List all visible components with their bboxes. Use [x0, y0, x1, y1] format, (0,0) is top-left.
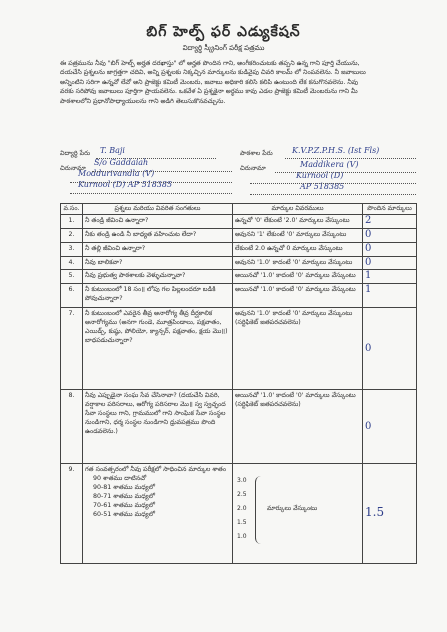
- address-label: చిరునామా: [60, 165, 86, 172]
- school-address-line-2: Kurnool (D): [296, 171, 344, 180]
- scale-item: 60-51 శాతము మధ్యలో: [93, 511, 156, 518]
- school-address-label: చిరునామా: [240, 165, 266, 172]
- scale-point: 1.5: [237, 519, 247, 526]
- row-marks: అయినచో '1.0' కాదంటే '0' మార్కులు వేస్కుంటు: [233, 284, 363, 308]
- row-score: 1: [365, 270, 372, 281]
- scale-item: 90-81 శాతము మధ్యలో: [93, 484, 156, 491]
- row-marks: ఉన్నచో '0' లేకుంటే '2.0' మార్కులు వేస్కుంటు: [233, 215, 363, 229]
- header-marks-detail: మార్కుల వివరములు: [233, 204, 363, 215]
- table-row: [61, 270, 417, 284]
- school-name-line: [285, 158, 416, 159]
- row-score-cell[interactable]: [363, 215, 417, 229]
- row-number: 1.: [61, 215, 83, 229]
- school-address-line: [250, 183, 416, 184]
- row-question: గత సంవత్సరంలో నీవు పరీక్షలో సాధించిన మార్కుల శాతం: [85, 466, 227, 473]
- row-marks: అవునని '1.0' కాదంటే '0' మార్కులు వేస్కుంటు: [233, 257, 363, 270]
- row-score: 2: [365, 215, 372, 226]
- row-score-cell[interactable]: [363, 390, 417, 464]
- table-row: [61, 215, 417, 229]
- row-score-cell[interactable]: [363, 284, 417, 308]
- row-score: 1: [365, 284, 372, 295]
- table-row: [61, 464, 417, 564]
- table-row: [61, 229, 417, 243]
- table-row: [61, 308, 417, 390]
- student-name-label: విద్యార్థి పేరు: [60, 150, 91, 157]
- row-score: 0: [365, 243, 372, 254]
- school-name-value: K.V.P.Z.P.H.S. (Ist Fls): [292, 146, 380, 155]
- scale-point: 1.0: [237, 533, 247, 540]
- table-row: [61, 390, 417, 464]
- intro-paragraph: [60, 59, 416, 106]
- row-question: నీవు ప్రభుత్వ పాఠశాలకు వెళ్ళుచున్నావా?: [83, 270, 233, 284]
- row-number: 9.: [61, 464, 83, 564]
- row-marks-cell: [233, 464, 363, 564]
- scale-point: 2.5: [237, 491, 247, 498]
- header-question: ప్రశ్నలు మరియు వివరిత సంగతులు: [83, 204, 233, 215]
- school-address-line: [250, 194, 416, 195]
- row-question: నీవు బాలికవా?: [83, 257, 233, 270]
- school-address-line-1: Maddikera (V): [300, 160, 359, 169]
- table-header-row: [61, 204, 417, 215]
- table-row: [61, 257, 417, 270]
- row-marks: మార్కులు వేస్కుంటు: [267, 505, 318, 512]
- row-score: 0: [365, 257, 372, 268]
- scale-bracket: [255, 476, 262, 544]
- row-marks: అయినచో '1.0' కాదంటే '0' మార్కులు వేస్కుంటు: [233, 270, 363, 284]
- form-title: బిగ్ హెల్ప్ ఫర్ ఎడ్యుకేషన్: [146, 24, 301, 40]
- row-marks: అవునని '1.0' కాదంటే '0' మార్కులు వేస్కుంటు (సర్టిఫికెట్ జతపరచవలెను): [233, 308, 363, 390]
- school-address-line-3: AP 518385: [300, 182, 345, 191]
- screening-table: [60, 203, 417, 564]
- table-row: [61, 243, 417, 257]
- row-question: నీకు తండ్రి ఉండి నీ బాధ్యత వహించుట లేదా?: [83, 229, 233, 243]
- row-question: నీ తల్లి జీవించి ఉన్నారా?: [83, 243, 233, 257]
- row-number: 5.: [61, 270, 83, 284]
- scale-item: 90 శాతము దాటినచో: [93, 475, 147, 482]
- row-score-cell[interactable]: [363, 243, 417, 257]
- row-question: నీ కుటుంబంలో ఎవరైన తీవ్ర అనారోగ్య తీవ్ర దీర్ఘకాలిక అనారోగ్యము (అనగా గుండె, మూత్రపిండాలు, పక్షవాతం, ఎయిడ్స్, కుష్ఠు, పోలియో, క్యాన్సర్, పక్షవాతం, క్షయ మొ॥) బాధపడుచున్నారా?: [83, 308, 233, 390]
- row-marks: అవునని '1' లేకుంటే '0' మార్కులు వేస్కుంటు: [233, 229, 363, 243]
- address-line: [70, 193, 232, 194]
- row-number: 2.: [61, 229, 83, 243]
- row-question: నీవు ఎప్పుడైనా సంఘ సేవ చేసినావా? (దయచేసి వివరి, వర్షాకాల పరిసరాలు, ఆరోగ్య పరిసరాల మొ॥ స్వ స్వచ్ఛంద సేవా సంస్థలు గాని, గ్రామములో గాని సాంఘిక సేవా సంస్థల నుండిగాని, ధర్మ సంస్థల నుండిగాని ధ్రువపత్రము పొంది ఉండవలెను.): [83, 390, 233, 464]
- school-address-line: [275, 172, 416, 173]
- row-number: 4.: [61, 257, 83, 270]
- row-question-cell: [83, 464, 233, 564]
- address-value-line-3: Kurnool (D) AP 518385: [78, 180, 173, 189]
- row-number: 6.: [61, 284, 83, 308]
- row-score-cell[interactable]: [363, 270, 417, 284]
- scale-point: 2.0: [237, 505, 247, 512]
- row-question: నీ తండ్రి జీవించి ఉన్నారా?: [83, 215, 233, 229]
- school-name-label: పాఠశాల పేరు: [240, 150, 273, 157]
- scale-item: 70-61 శాతము మధ్యలో: [93, 502, 156, 509]
- row-score: 0: [365, 420, 372, 432]
- row-question: నీ కుటుంబంలో 18 సం॥ లోపు గల పిల్లలందరూ బడికి పోవుచున్నారా?: [83, 284, 233, 308]
- intro-line: వరకు సరిపోవు జవాబులు పూర్తిగా ప్రాయవలెను. ఒకవేళ ఏ ప్రశ్నకైనా అర్థము కావు ఎడల ప్రాజెక్టు కమిటీ మెంబరును గాని మీ: [60, 88, 358, 96]
- row-score-cell[interactable]: [363, 229, 417, 243]
- header-serial: వ.సం.: [61, 204, 83, 215]
- row-number: 3.: [61, 243, 83, 257]
- scale-item: 80-71 శాతము మధ్యలో: [93, 493, 156, 500]
- address-line: [92, 171, 232, 172]
- address-line: [70, 182, 232, 183]
- intro-line: పాఠశాలలోని ప్రధానోపాధ్యాయులను గాని అడిగి తెలుసుకొనవచ్చును.: [60, 97, 226, 105]
- intro-line: దయచేసి ప్రశ్నలను జాగ్రత్తగా చదివి, అన్ని ప్రశ్నలకు నిక్కచ్చిన మార్కులను కుడివైపు చివరి కాలమ్ లో నింపవలెను. నీ జవాబులు: [60, 69, 366, 77]
- row-number: 7.: [61, 308, 83, 390]
- header-score: పొందిన మార్కులు: [363, 204, 417, 215]
- student-name-value: T. Baji: [100, 146, 125, 155]
- address-value-line-1: S/o Gaddaiah: [94, 158, 149, 167]
- row-score-cell[interactable]: [363, 257, 417, 270]
- intro-line: అన్నింటిని సరిగా ఉన్నవో లేవో అని ప్రాజెక్టు కమిటీ మెంబరు, జవాబు అధికారి కలిసి కలిపి ఉంటుంది లేక కనుగొనవలెను. నీవు: [60, 78, 359, 86]
- table-row: [61, 284, 417, 308]
- scale-point: 3.0: [237, 477, 247, 484]
- address-value-line-2: Moddurivandla (V): [78, 169, 155, 178]
- row-score: 0: [365, 229, 372, 240]
- row-score: 0: [365, 342, 372, 354]
- intro-line: ఈ పత్రమును నీవు "బిగ్ హెల్ప్ అర్హత దరఖాస్తు" లో అర్హత పొందిన గాని, అంగీకరించుటకు తప్పని ఉన్న గాని పూర్తి చేయును,: [60, 60, 360, 67]
- row-score-cell[interactable]: [363, 464, 417, 564]
- row-marks: లేకుంటే 2.0 ఉన్నచో 0 మార్కులు వేస్కుంటు: [233, 243, 363, 257]
- row-score: 1.5: [365, 505, 385, 519]
- row-score-cell[interactable]: [363, 308, 417, 390]
- row-marks: అయినచో '1.0' కాదంటే '0' మార్కులు వేస్కుంటు (సర్టిఫికెట్ జతపరచవలెను): [233, 390, 363, 464]
- form-subtitle: విద్యార్థి స్క్రీనింగ్ పరీక్ష పత్రము: [182, 44, 265, 52]
- row-number: 8.: [61, 390, 83, 464]
